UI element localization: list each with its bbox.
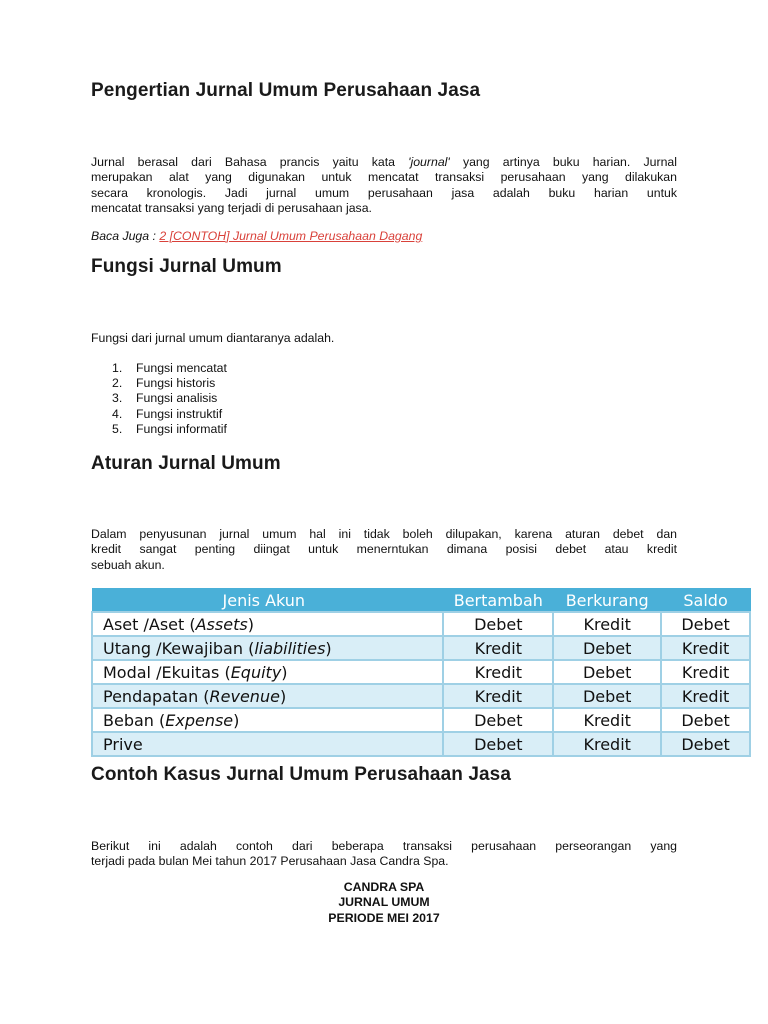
cell-saldo: Kredit [661,660,750,684]
paragraph-line: kredit sangat penting diingat untuk menerntukan dimana posisi debet atau kredit [91,542,677,557]
cell-bertambah: Kredit [443,684,553,708]
table-row [92,684,750,708]
paragraph-line: Berikut ini adalah contoh dari beberapa transaksi perusahaan perseorangan yang [91,839,677,853]
journal-heading-title: JURNAL UMUM [338,895,430,910]
cell-saldo: Debet [661,708,750,732]
header-bertambah: Bertambah [443,589,553,613]
cell-akun: Utang /Kewajiban (liabilities) [92,636,443,660]
table-row [92,636,750,660]
paragraph-contoh [91,839,677,870]
section-title-aturan: Aturan Jurnal Umum [91,453,281,474]
cell-berkurang: Debet [553,636,661,660]
cell-bertambah: Kredit [443,636,553,660]
journal-heading-company: CANDRA SPA [343,880,425,894]
baca-juga-link[interactable]: 2 [CONTOH] Jurnal Umum Perusahaan Dagang [159,229,423,243]
baca-juga-label: Baca Juga : [91,229,160,243]
cell-saldo: Kredit [661,636,750,660]
table-row [92,708,750,732]
cell-berkurang: Kredit [553,612,661,636]
cell-bertambah: Kredit [443,660,553,684]
list-item: 5. Fungsi informatif [112,421,227,436]
cell-bertambah: Debet [443,708,553,732]
cell-bertambah: Debet [443,612,553,636]
journal-heading-period: PERIODE MEI 2017 [328,910,440,925]
paragraph-line: sebuah akun. [91,557,165,572]
cell-berkurang: Debet [553,660,661,684]
table-row [92,732,750,756]
paragraph-line: mencatat transaksi yang terjadi di perusahaan jasa. [91,201,372,216]
paragraph-line: Jurnal berasal dari Bahasa prancis yaitu kata 'journal' yang artinya buku harian. Jurnal [91,155,677,169]
aturan-table [91,588,751,757]
paragraph-line: terjadi pada bulan Mei tahun 2017 Perusahaan Jasa Candra Spa. [91,854,449,869]
list-item: 4. Fungsi instruktif [112,406,223,421]
paragraph-aturan [91,527,677,573]
cell-akun: Prive [92,732,443,756]
cell-berkurang: Kredit [553,732,661,756]
cell-berkurang: Debet [553,684,661,708]
baca-juga [91,229,422,243]
cell-akun: Beban (Expense) [92,708,443,732]
cell-bertambah: Debet [443,732,553,756]
list-item: 1. Fungsi mencatat [112,361,227,375]
list-item: 3. Fungsi analisis [112,391,218,406]
cell-akun: Modal /Ekuitas (Equity) [92,660,443,684]
paragraph-line: merupakan alat yang digunakan untuk mencatat transaksi perusahaan yang dilakukan [91,170,677,185]
list-item: 2. Fungsi historis [112,376,216,391]
header-saldo: Saldo [661,589,750,613]
journal-term: 'journal' [408,155,450,169]
cell-saldo: Debet [661,732,750,756]
section-title-pengertian: Pengertian Jurnal Umum Perusahaan Jasa [91,80,481,101]
cell-saldo: Kredit [661,684,750,708]
fungsi-list [91,361,227,437]
table-row [92,612,750,636]
cell-berkurang: Kredit [553,708,661,732]
journal-heading [91,880,677,926]
cell-akun: Aset /Aset (Assets) [92,612,443,636]
header-jenis-akun: Jenis Akun [92,589,443,613]
cell-akun: Pendapatan (Revenue) [92,684,443,708]
cell-saldo: Debet [661,612,750,636]
section-title-fungsi: Fungsi Jurnal Umum [91,256,282,277]
section-title-contoh: Contoh Kasus Jurnal Umum Perusahaan Jasa [91,764,512,785]
paragraph-line: secara kronologis. Jadi jurnal umum perusahaan jasa adalah buku harian untuk [91,185,677,200]
paragraph-pengertian [91,155,677,217]
paragraph-line: Dalam penyusunan jurnal umum hal ini tidak boleh dilupakan, karena aturan debet dan [91,527,677,541]
table-row [92,660,750,684]
header-berkurang: Berkurang [553,589,661,613]
table-header-row [92,589,750,613]
paragraph-fungsi-intro: Fungsi dari jurnal umum diantaranya adalah. [91,331,335,345]
